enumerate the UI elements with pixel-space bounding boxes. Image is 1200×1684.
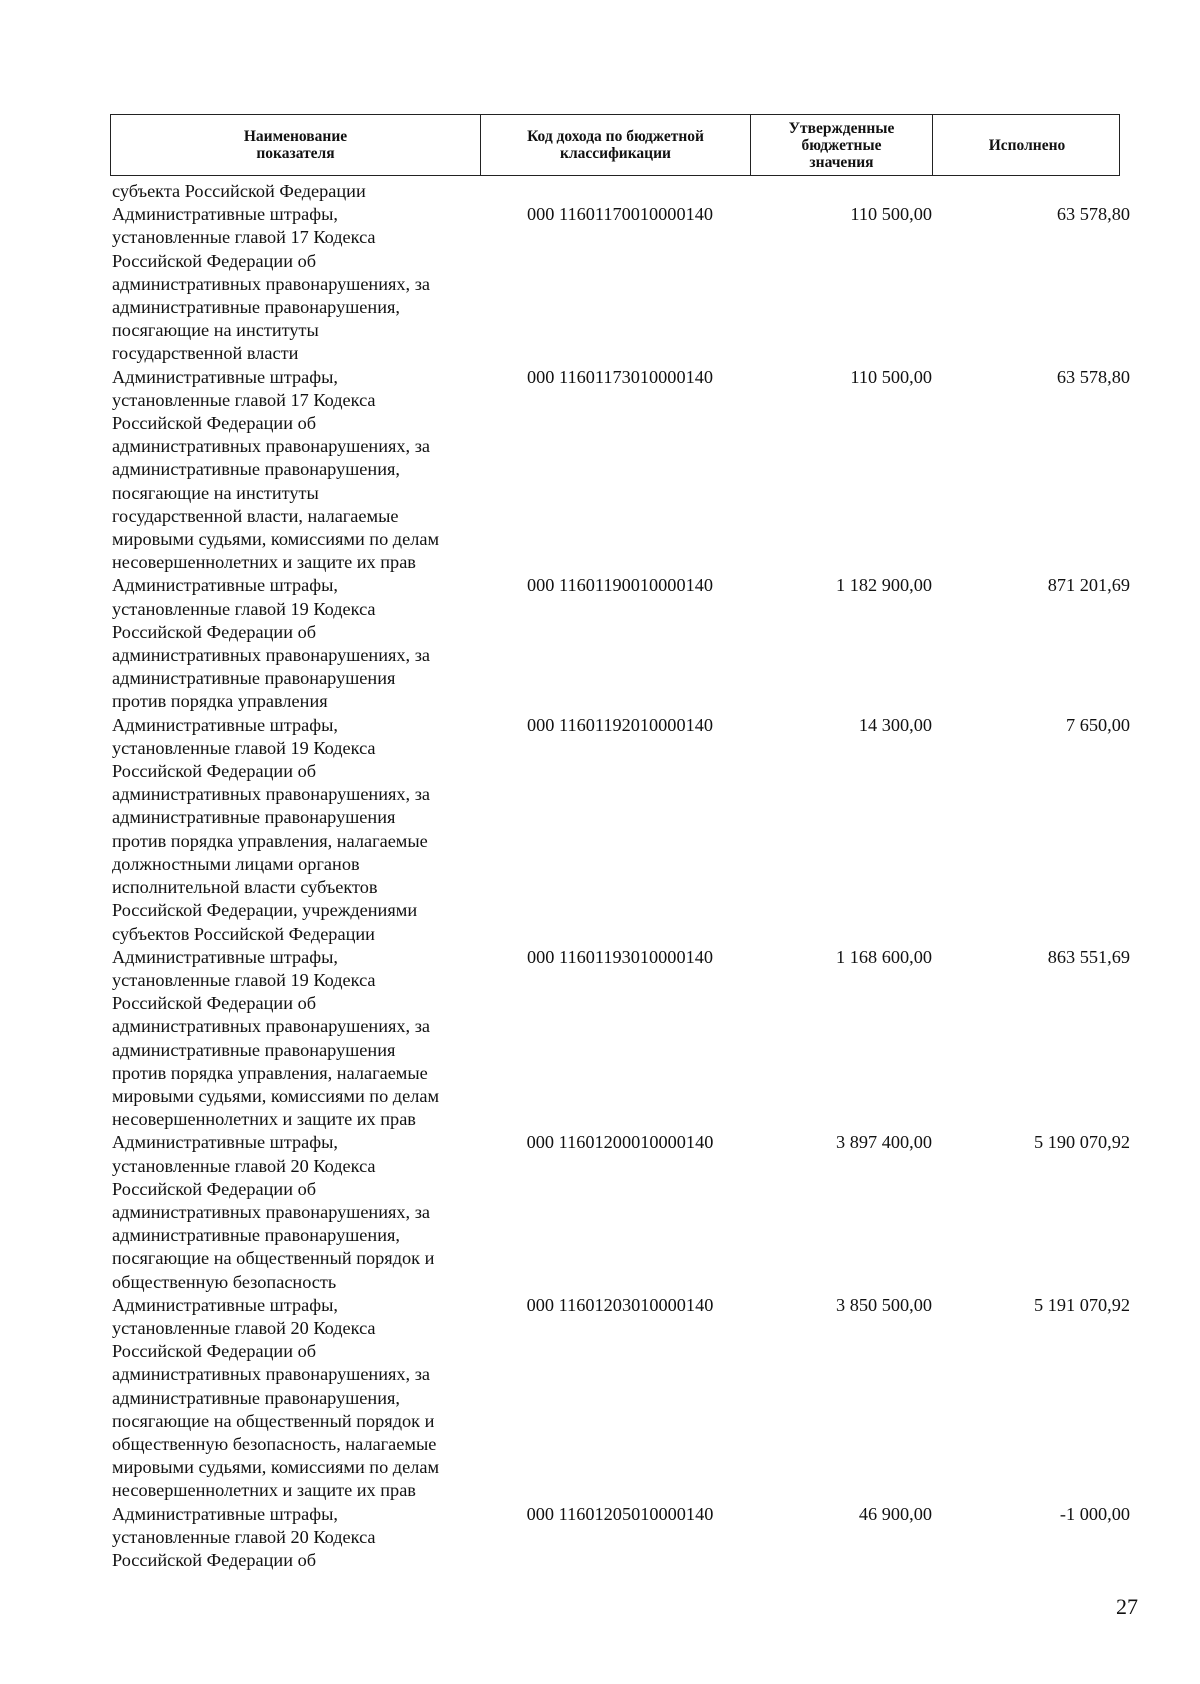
header-executed: Исполнено [988, 136, 1066, 154]
row-code: 000 11601190010000140 [526, 575, 714, 596]
header-approved: Утвержденные бюджетные значения [751, 115, 933, 175]
row-approved: 110 500,00 [850, 204, 932, 225]
row-name: Административные штрафы, установленные главой 20 Кодекса Российской Федерации об административных правонарушениях, за административные правонарушения, посягающие на общественный порядок и общественную безопасность, налагаемые мировыми судьями, комиссиями по делам несовершеннолетних и защите их прав [112, 1294, 440, 1501]
row-approved: 110 500,00 [850, 366, 932, 387]
row-code: 000 11601192010000140 [526, 714, 714, 735]
row-code: 000 11601205010000140 [526, 1503, 714, 1524]
table-row [110, 366, 1130, 575]
table-row [110, 946, 1130, 1132]
row-name: Административные штрафы, установленные главой 20 Кодекса Российской Федерации об административных правонарушениях, за административные правонарушения, посягающие на общественный порядок и общественную безопасность [112, 1132, 435, 1292]
header-name: Наименование показателя [111, 115, 481, 175]
row-name: Административные штрафы, установленные главой 17 Кодекса Российской Федерации об административных правонарушениях, за административные правонарушения, посягающие на институты государственной власти [112, 204, 431, 364]
continuation-row [110, 180, 1130, 203]
row-name: Административные штрафы, установленные главой 19 Кодекса Российской Федерации об административных правонарушениях, за административные правонарушения против порядка управления, налагаемые мировыми судьями, комиссиями по делам несовершеннолетних и защите их прав [112, 946, 440, 1130]
row-executed: 7 650,00 [1066, 714, 1130, 735]
row-executed: 63 578,80 [1056, 204, 1130, 225]
table-body [110, 180, 1130, 1572]
row-code: 000 11601203010000140 [526, 1294, 714, 1315]
row-approved: 1 168 600,00 [836, 946, 932, 967]
row-approved: 3 897 400,00 [836, 1132, 932, 1153]
row-executed: 5 191 070,92 [1034, 1294, 1130, 1315]
continuation-text: субъекта Российской Федерации [112, 181, 366, 201]
row-name: Административные штрафы, установленные главой 19 Кодекса Российской Федерации об административных правонарушениях, за административные правонарушения против порядка управления, налагаемые должностными лицами органов исполнительной власти субъектов Российской Федерации, учреждениями субъектов Российской Федерации [112, 714, 431, 944]
table-row [110, 1294, 1130, 1503]
row-name: Административные штрафы, установленные главой 19 Кодекса Российской Федерации об административных правонарушениях, за административные правонарушения против порядка управления [112, 575, 431, 712]
table-row [110, 203, 1130, 365]
row-executed: 871 201,69 [1047, 575, 1130, 596]
row-executed: 863 551,69 [1047, 946, 1130, 967]
header-code: Код дохода по бюджетной классификации [481, 115, 751, 175]
row-code: 000 11601173010000140 [526, 366, 714, 387]
row-code: 000 11601200010000140 [526, 1132, 714, 1153]
table-header [110, 114, 1120, 176]
table-row [110, 574, 1130, 713]
table-row [110, 714, 1130, 946]
row-name: Административные штрафы, установленные главой 17 Кодекса Российской Федерации об административных правонарушениях, за административные правонарушения, посягающие на институты государственной власти, налагаемые мировыми судьями, комиссиями по делам несовершеннолетних и защите их прав [112, 366, 440, 573]
table-row [110, 1131, 1130, 1293]
row-executed: -1 000,00 [1059, 1503, 1130, 1524]
row-executed: 63 578,80 [1056, 366, 1130, 387]
row-code: 000 11601170010000140 [526, 204, 714, 225]
row-approved: 14 300,00 [858, 714, 932, 735]
row-executed: 5 190 070,92 [1034, 1132, 1130, 1153]
row-name: Административные штрафы, установленные главой 20 Кодекса Российской Федерации об [112, 1503, 376, 1570]
row-code: 000 11601193010000140 [526, 946, 714, 967]
table-row [110, 1503, 1130, 1573]
page-number: 27 [1116, 1594, 1138, 1619]
row-approved: 1 182 900,00 [836, 575, 932, 596]
row-approved: 3 850 500,00 [836, 1294, 932, 1315]
row-approved: 46 900,00 [858, 1503, 932, 1524]
